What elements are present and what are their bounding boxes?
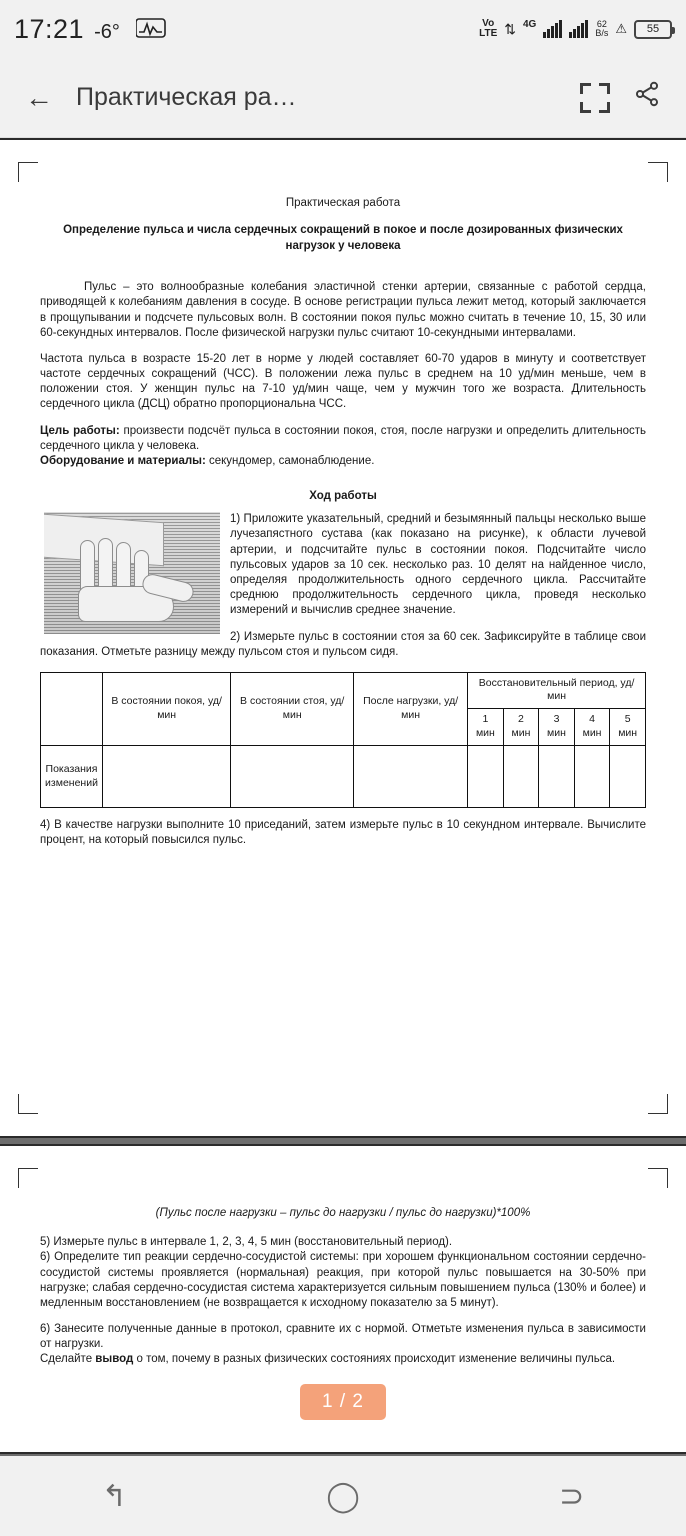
recents-icon[interactable]: ↰ xyxy=(101,1479,127,1513)
table-cell xyxy=(503,746,539,808)
table-cell xyxy=(468,746,504,808)
activity-wave-icon xyxy=(136,18,166,43)
table-cell xyxy=(354,746,468,808)
goal-label: Цель работы: xyxy=(40,424,120,437)
table-subheader-min1: 1 мин xyxy=(468,709,504,746)
page-1-content xyxy=(34,166,652,848)
crop-mark-top-left xyxy=(18,1168,38,1188)
pulse-measurement-illustration xyxy=(44,512,220,634)
paragraph-pulse-definition: Пульс – это волнообразные колебания эластичной стенки артерии, связанные с работой сердца, приводящей к колебаниям давления в сосуде. В основе регистрации пульса лежит метод, который заключается в прощупывании и подсчете пульсовых волн. В состоянии покоя пульс можно считать в течение 10, 15, 30 или 60-секундных интервалов. После физической нагрузки пульс считают 10-секундными интервалами. xyxy=(40,281,646,339)
illustration-block xyxy=(40,512,646,618)
app-bar xyxy=(0,58,686,138)
table-header-standing: В состоянии стоя, уд/мин xyxy=(231,672,354,745)
document-viewer[interactable] xyxy=(0,138,686,1456)
step-4-text: 4) В качестве нагрузки выполните 10 приседаний, затем измерьте пульс в 10 секундном интервале. Вычислите процент, на который повысился пульс. xyxy=(40,819,646,847)
equipment-text: секундомер, самонаблюдение. xyxy=(205,454,375,467)
formula-text: (Пульс после нагрузки – пульс до нагрузки / пульс до нагрузки)*100% xyxy=(155,1207,531,1219)
status-bar-left xyxy=(14,14,166,45)
document-title: Практическая работа xyxy=(285,197,401,209)
status-clock: 17:21 xyxy=(14,13,85,44)
conclusion-post: о том, почему в разных физических состояниях происходит изменение величины пульса. xyxy=(133,1353,616,1366)
goal-text: произвести подсчёт пульса в состоянии покоя, стоя, после нагрузки и определить длительность сердечного цикла у человека. xyxy=(40,424,646,452)
step-1-text: 1) Приложите указательный, средний и безымянный пальцы несколько выше лучезапястного сустава (как показано на рисунке), к области лучевой артерии, и подсчитайте пульс в состоянии покоя. Подсчитайте число пульсовых ударов за 10 сек. несколько раз. 10 делят на найденное число, определяя продолжительность одного сердечного цикла. Рассчитайте среднюю продолжительность сердечного цикла, проведя несколько измерений и вычислив среднее значение. xyxy=(230,513,646,617)
volte-line2: LTE xyxy=(479,28,498,39)
document-subtitle: Определение пульса и числа сердечных сокращений в покое и после дозированных физических нагрузок у человека xyxy=(63,224,623,252)
step-2-text: 2) Измерьте пульс в состоянии стоя за 60 сек. Зафиксируйте в таблице свои показания. Отметьте разницу между пульсом стоя и пульсом сидя. xyxy=(40,631,646,659)
table-subheader-min2: 2 мин xyxy=(503,709,539,746)
crop-mark-bottom-right xyxy=(648,1094,668,1114)
crop-mark-bottom-left xyxy=(18,1094,38,1114)
network-speed xyxy=(595,20,608,39)
table-cell xyxy=(574,746,610,808)
table-header-empty xyxy=(41,672,103,745)
step-6-text: 6) Определите тип реакции сердечно-сосудистой системы: при хорошем функциональном состоянии сердечно-сосудистой системы проявляется (нормальная) реакция, при которой пульс повышается на 30-50% при нагрузке; слабая сердечно-сосудистая система характеризуется сильным повышением пульса (130% и более) и медленным восстановлением (не возвращается к исходному показателю за 5 минут). xyxy=(40,1251,646,1309)
back-arc-icon[interactable]: ⊃ xyxy=(559,1479,585,1513)
illustration-hand xyxy=(78,538,198,624)
paragraph-goal xyxy=(40,424,646,470)
crop-mark-top-right xyxy=(648,162,668,182)
crop-mark-top-left xyxy=(18,162,38,182)
table-cell xyxy=(610,746,646,808)
table-header-recovery: Восстановительный период, уд/мин xyxy=(468,672,646,709)
crop-mark-top-right xyxy=(648,1168,668,1188)
table-cell xyxy=(231,746,354,808)
table-subheader-min5: 5 мин xyxy=(610,709,646,746)
data-transfer-arrows-icon: ⇅ xyxy=(504,20,516,37)
table-subheader-min3: 3 мин xyxy=(539,709,575,746)
status-temperature: -6° xyxy=(94,20,120,43)
table-header-rest: В состоянии покоя, уд/мин xyxy=(103,672,231,745)
page-title: Практическая ра… xyxy=(76,83,297,111)
conclusion-bold: вывод xyxy=(95,1353,134,1366)
share-icon[interactable] xyxy=(630,80,664,115)
warning-triangle-icon: ⚠ xyxy=(615,21,627,36)
conclusion-pre: Сделайте xyxy=(40,1353,96,1366)
page-2-content xyxy=(34,1172,652,1368)
table-row-label: Показания изменений xyxy=(41,746,103,808)
network-type-label: 4G xyxy=(522,18,537,30)
signal-bars-icon-2 xyxy=(569,20,588,38)
paragraph-pulse-norms: Частота пульса в возрасте 15-20 лет в норме у людей составляет 60-70 ударов в минуту и соответствует частоте сердечных сокращений (ЧСС). В положении лежа пульс в среднем на 10 уд/мин меньше, чем в положении стоя. У женщин пульс на 7-10 уд/мин чаще, чем у мужчин того же возраста. Длительность сердечного цикла (ДСЦ) обратно пропорциональна ЧСС. xyxy=(40,352,646,411)
document-page-1 xyxy=(0,138,686,1138)
step-6b-text: 6) Занесите полученные данные в протокол, сравните их с нормой. Отметьте изменения пульса в зависимости от нагрузки. xyxy=(40,1323,646,1351)
conclusion-text xyxy=(40,1352,646,1367)
table-cell xyxy=(103,746,231,808)
status-bar xyxy=(0,0,686,58)
system-navigation-bar xyxy=(0,1456,686,1536)
pulse-measurements-table xyxy=(40,672,646,808)
volte-icon xyxy=(479,19,497,39)
table-header-row xyxy=(41,672,646,709)
network-speed-value: 62 xyxy=(596,18,607,29)
page-indicator: 1 / 2 xyxy=(300,1384,386,1420)
battery-level-label: 55 xyxy=(646,23,660,35)
arrow-left-icon[interactable]: ← xyxy=(25,81,53,113)
volte-line1: Vo xyxy=(482,18,495,29)
signal-bars-icon-1 xyxy=(543,20,562,38)
table-header-after-load: После нагрузки, уд/мин xyxy=(354,672,468,745)
status-bar-right xyxy=(479,19,672,39)
fullscreen-icon[interactable] xyxy=(580,83,610,113)
home-circle-icon[interactable]: ◯ xyxy=(326,1479,360,1513)
battery-indicator xyxy=(634,20,672,39)
progress-heading: Ход работы xyxy=(309,490,377,503)
equipment-label: Оборудование и материалы: xyxy=(40,454,206,467)
step-5-text: 5) Измерьте пульс в интервале 1, 2, 3, 4, 5 мин (восстановительный период). xyxy=(40,1236,453,1249)
table-subheader-min4: 4 мин xyxy=(574,709,610,746)
network-speed-unit: B/s xyxy=(595,28,609,38)
table-cell xyxy=(539,746,575,808)
table-row xyxy=(41,746,646,808)
